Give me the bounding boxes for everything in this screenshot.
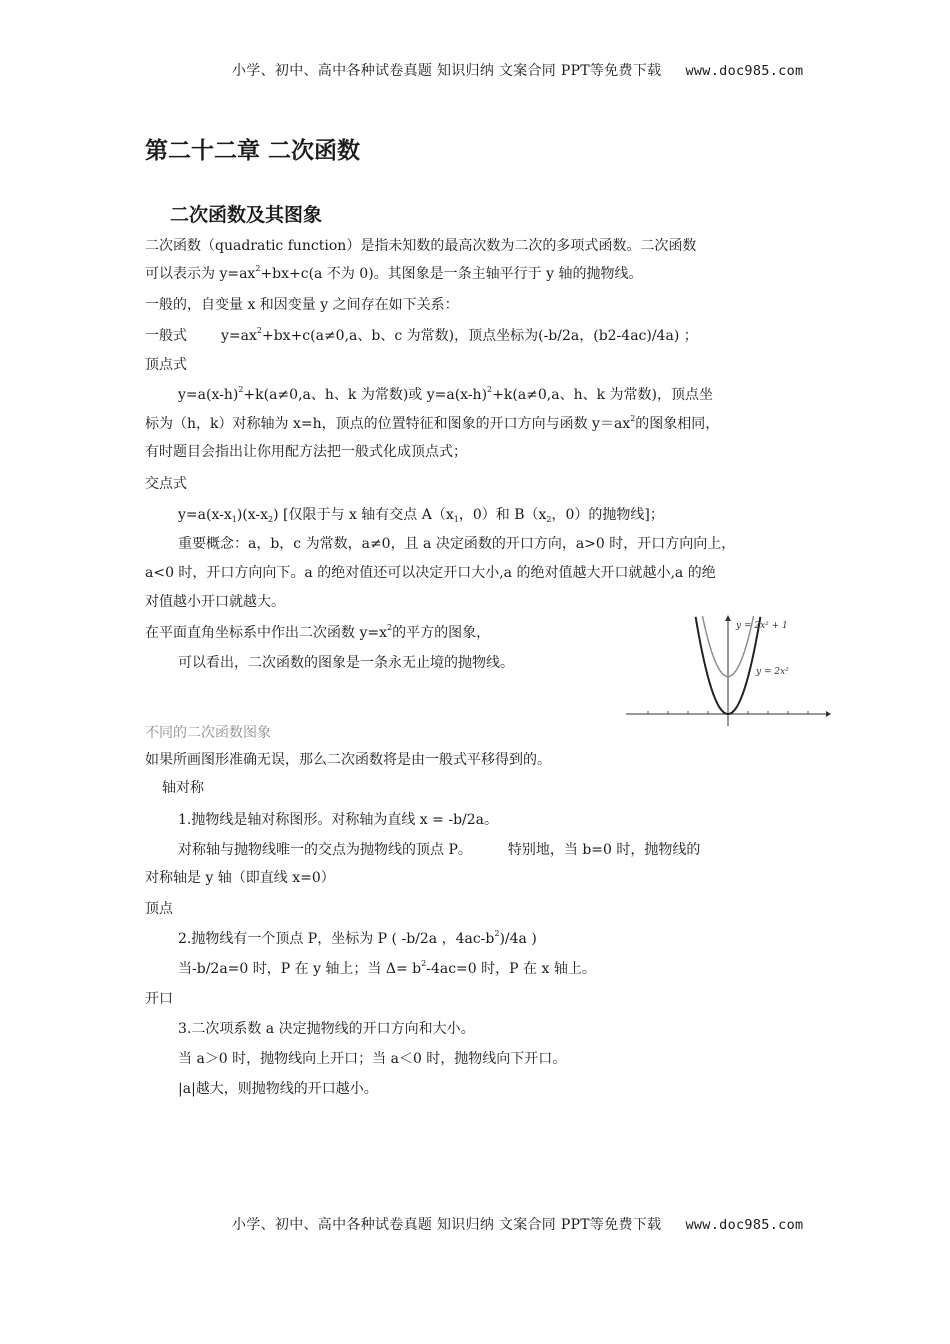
- translation-note: 如果所画图形准确无误，那么二次函数将是由一般式平移得到的。: [145, 752, 551, 768]
- x-axis-arrow: [826, 711, 831, 717]
- plot-line-2: 可以看出，二次函数的图象是一条永无止境的抛物线。: [178, 655, 514, 671]
- parabola-figure: [622, 612, 832, 728]
- general-form-label: 一般式: [145, 328, 187, 344]
- opening-line-3: |a|越大，则抛物线的开口越小。: [178, 1081, 378, 1097]
- figure-caption: 不同的二次函数图象: [145, 725, 271, 741]
- label-2x2-plus-1: y = 2x² + 1: [736, 621, 788, 631]
- axis-symmetry-line-3: 对称轴是 y 轴（即直线 x=0）: [145, 870, 335, 886]
- opening-line-2: 当 a＞0 时，抛物线向上开口；当 a＜0 时，抛物线向下开口。: [178, 1051, 567, 1067]
- footer-url[interactable]: www.doc985.com: [685, 1217, 804, 1233]
- page-header: [232, 60, 803, 80]
- vertex-line-2: 当-b/2a=0 时，P 在 y 轴上；当 $\Delta= b^2-4ac=0$ 时，P 在 x 轴上。: [178, 959, 596, 977]
- axis-symmetry-line-1: 1.抛物线是轴对称图形。对称轴为直线 x = -b/2a。: [178, 812, 498, 828]
- intercept-form-label: 交点式: [145, 476, 187, 492]
- plot-line-1: 在平面直角坐标系中作出二次函数 $y=x^2$的平方的图象，: [145, 623, 491, 641]
- section-title: 二次函数及其图象: [170, 204, 323, 226]
- vertex-form-line-2: 标为（h，k）对称轴为 x=h，顶点的位置特征和图象的开口方向与函数 $y=ax^2$的图象相同，: [145, 414, 720, 432]
- concept-line-3: 对值越小开口就越大。: [145, 594, 285, 610]
- intro-line-3: 一般的，自变量 x 和因变量 y 之间存在如下关系：: [145, 297, 459, 313]
- opening-line-1: 3.二次项系数 a 决定抛物线的开口方向和大小。: [178, 1021, 475, 1037]
- intro-line-1: 二次函数（quadratic function）是指未知数的最高次数为二次的多项式函数。二次函数: [145, 238, 697, 254]
- intercept-form: $y=a(x-x_1)(x-x_2)$ [仅限于与 x 轴有交点 $A(x_1$，0）和 $B(x_2$，0）的抛物线]；: [178, 507, 664, 524]
- page-footer: [232, 1214, 803, 1234]
- header-text: 小学、初中、高中各种试卷真题 知识归纳 文案合同 PPT等免费下载: [232, 63, 662, 79]
- intro-line-2: 可以表示为 $y=ax^2+bx+c(a$ 不为 0)。其图象是一条主轴平行于 y 轴的抛物线。: [145, 264, 643, 282]
- vertex-form-line-3: 有时题目会指出让你用配方法把一般式化成顶点式；: [145, 444, 467, 460]
- vertex-line-1: 2.抛物线有一个顶点 P，坐标为 P ( -b/2a ，$4ac-b^2)/4a$ ): [178, 929, 537, 947]
- header-url[interactable]: www.doc985.com: [685, 63, 804, 79]
- concept-line-1: 重要概念：a，b，c 为常数，a≠0，且 a 决定函数的开口方向，a>0 时，开口方向向上，: [178, 536, 736, 552]
- concept-line-2: a<0 时，开口方向向下。a 的绝对值还可以决定开口大小,a 的绝对值越大开口就越小,a 的绝: [145, 565, 716, 581]
- vertex-form-label: 顶点式: [145, 357, 187, 373]
- y-axis-arrow: [725, 615, 731, 621]
- axis-symmetry-line-2: 对称轴与抛物线唯一的交点为抛物线的顶点 P。 特别地，当 b=0 时，抛物线的: [178, 842, 701, 858]
- chapter-title: 第二十二章 二次函数: [145, 138, 361, 164]
- axis-symmetry-heading: 轴对称: [162, 780, 204, 796]
- vertex-heading: 顶点: [145, 901, 173, 917]
- vertex-form-line-1: $y=a(x-h)^2+k(a\ne 0,a$、h、k 为常数)或 $y=a(x-h)^2+k(a\ne 0,a$、h、k 为常数)，顶点坐: [178, 385, 714, 403]
- footer-text: 小学、初中、高中各种试卷真题 知识归纳 文案合同 PPT等免费下载: [232, 1217, 662, 1233]
- opening-heading: 开口: [145, 991, 173, 1007]
- label-2x2: y = 2x²: [756, 667, 789, 677]
- general-form: 一般式 $y=ax^2+bx+c(a\ne 0,a$、b、c 为常数)，顶点坐标为(-b/2a，(b2-4ac)/4a) ；: [145, 326, 698, 344]
